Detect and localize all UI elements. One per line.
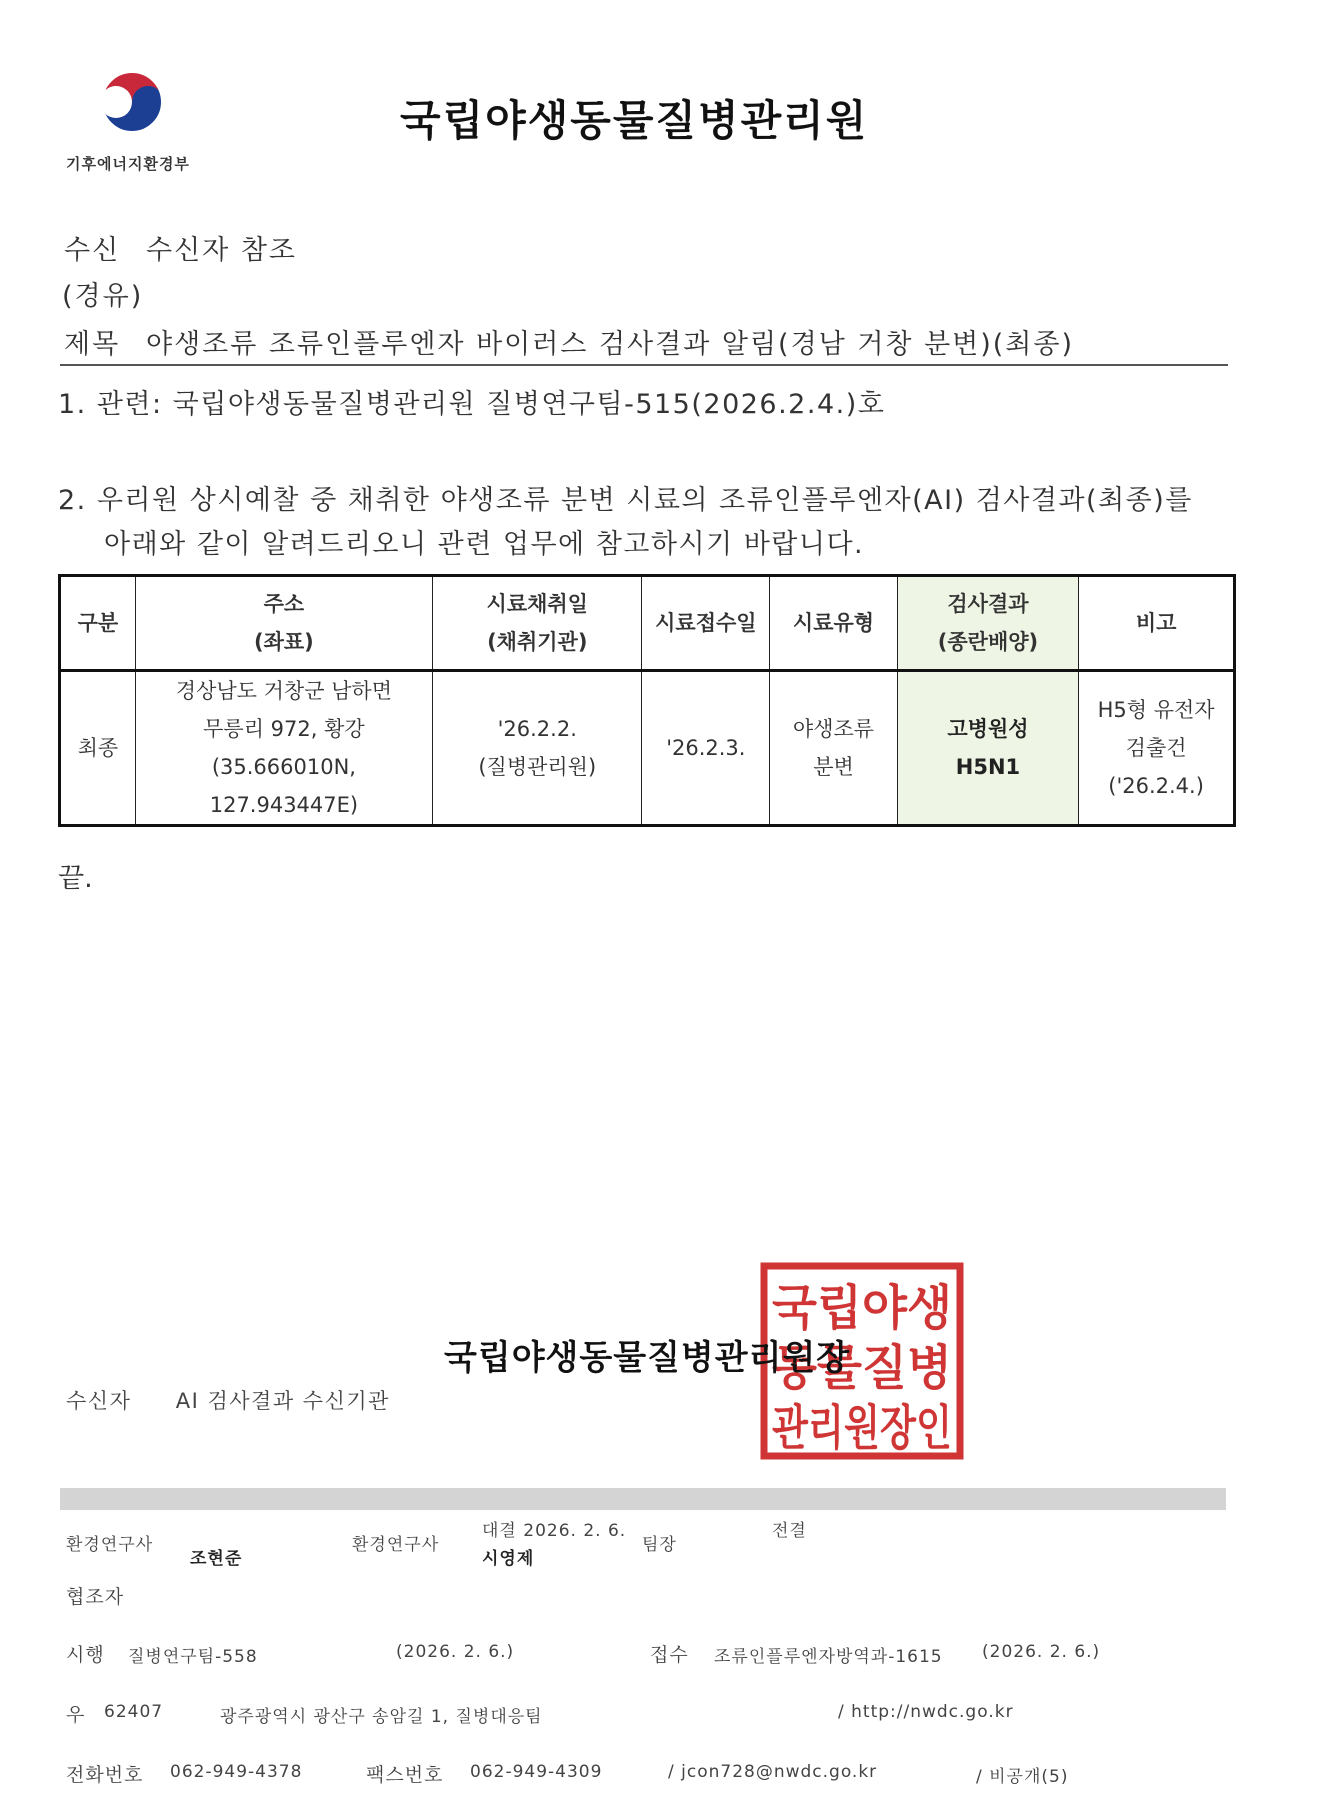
fax-label: 팩스번호	[366, 1764, 444, 1786]
website-link[interactable]: / http://nwdc.go.kr	[838, 1702, 1014, 1722]
cell-remarks: H5형 유전자 검출건 ('26.2.4.)	[1079, 671, 1235, 826]
receipt-date: (2026. 2. 6.)	[982, 1642, 1101, 1662]
reviewer-name: 시영제	[482, 1549, 535, 1569]
reviewer-title: 환경연구사	[352, 1535, 440, 1555]
header-category: 구분	[60, 576, 136, 671]
reference-item: 1. 관련: 국립야생동물질병관리원 질병연구팀-515(2026.2.4.)호	[58, 389, 886, 420]
enforce-date: (2026. 2. 6.)	[396, 1642, 515, 1662]
footer-divider-bar	[60, 1488, 1226, 1510]
receipt-label: 접수	[650, 1644, 689, 1666]
final-approval: 전결	[772, 1521, 807, 1541]
office-address: 광주광역시 광산구 송암길 1, 질병대응팀	[220, 1707, 543, 1727]
via-line: (경유)	[62, 281, 144, 312]
test-result-table	[58, 574, 1236, 827]
header-collect-date: 시료채취일 (채취기관)	[433, 576, 642, 671]
recipients-label: 수신자	[66, 1389, 132, 1413]
recipient-label: 수신	[64, 235, 121, 266]
fax-number: 062-949-4309	[470, 1762, 603, 1782]
cell-address: 경상남도 거창군 남하면 무릉리 972, 황강 (35.666010N, 127.943447E)	[135, 671, 432, 826]
notice-item-line-1: 2. 우리원 상시예찰 중 채취한 야생조류 분변 시료의 조류인플루엔자(AI) 검사결과(최종)를	[58, 485, 1193, 516]
postal-code: 62407	[104, 1702, 164, 1722]
receipt-number: 조류인플루엔자방역과-1615	[714, 1647, 943, 1667]
disclosure-status: / 비공개(5)	[976, 1767, 1069, 1787]
svg-text:동물질병: 동물질병	[772, 1340, 952, 1396]
cell-collect-date: '26.2.2. (질병관리원)	[433, 671, 642, 826]
organization-title: 국립야생동물질병관리원	[400, 96, 869, 145]
header-remarks: 비고	[1079, 576, 1235, 671]
table-row	[60, 671, 1235, 826]
cell-receipt-date: '26.2.3.	[642, 671, 770, 826]
cell-sample-type: 야생조류 분변	[770, 671, 898, 826]
email-address[interactable]: / jcon728@nwdc.go.kr	[668, 1762, 878, 1782]
drafter-name: 조현준	[190, 1549, 243, 1569]
header-sample-type: 시료유형	[770, 576, 898, 671]
svg-text:국립야생: 국립야생	[772, 1280, 952, 1336]
notice-item-line-2: 아래와 같이 알려드리오니 관련 업무에 참고하시기 바랍니다.	[104, 529, 865, 560]
recipient-value: 수신자 참조	[146, 235, 297, 266]
phone-label: 전화번호	[66, 1764, 144, 1786]
acting-note: 대결 2026. 2. 6.	[482, 1521, 627, 1541]
cell-test-result: 고병원성 H5N1	[897, 671, 1078, 826]
end-mark: 끝.	[58, 863, 93, 894]
recipients-line	[66, 1385, 390, 1415]
header-test-result: 검사결과 (종란배양)	[897, 576, 1078, 671]
postal-label: 우	[66, 1704, 86, 1726]
drafter-title: 환경연구사	[66, 1535, 154, 1555]
subject-value: 야생조류 조류인플루엔자 바이러스 검사결과 알림(경남 거창 분변)(최종)	[146, 329, 1075, 360]
cooperator-label: 협조자	[66, 1586, 125, 1608]
recipients-value: AI 검사결과 수신기관	[175, 1389, 390, 1413]
enforce-label: 시행	[66, 1644, 105, 1666]
enforce-number: 질병연구팀-558	[128, 1647, 258, 1667]
cell-category: 최종	[60, 671, 136, 826]
subject-divider	[60, 364, 1228, 366]
svg-text:관리원장인: 관리원장인	[772, 1400, 952, 1456]
team-lead-title: 팀장	[642, 1535, 677, 1555]
header-receipt-date: 시료접수일	[642, 576, 770, 671]
table-header-row	[60, 576, 1235, 671]
ministry-name: 기후에너지환경부	[66, 155, 190, 173]
subject-label: 제목	[64, 329, 121, 360]
phone-number: 062-949-4378	[170, 1762, 303, 1782]
header-address: 주소 (좌표)	[135, 576, 432, 671]
signer-name: 국립야생동물질병관리원장	[444, 1338, 851, 1378]
